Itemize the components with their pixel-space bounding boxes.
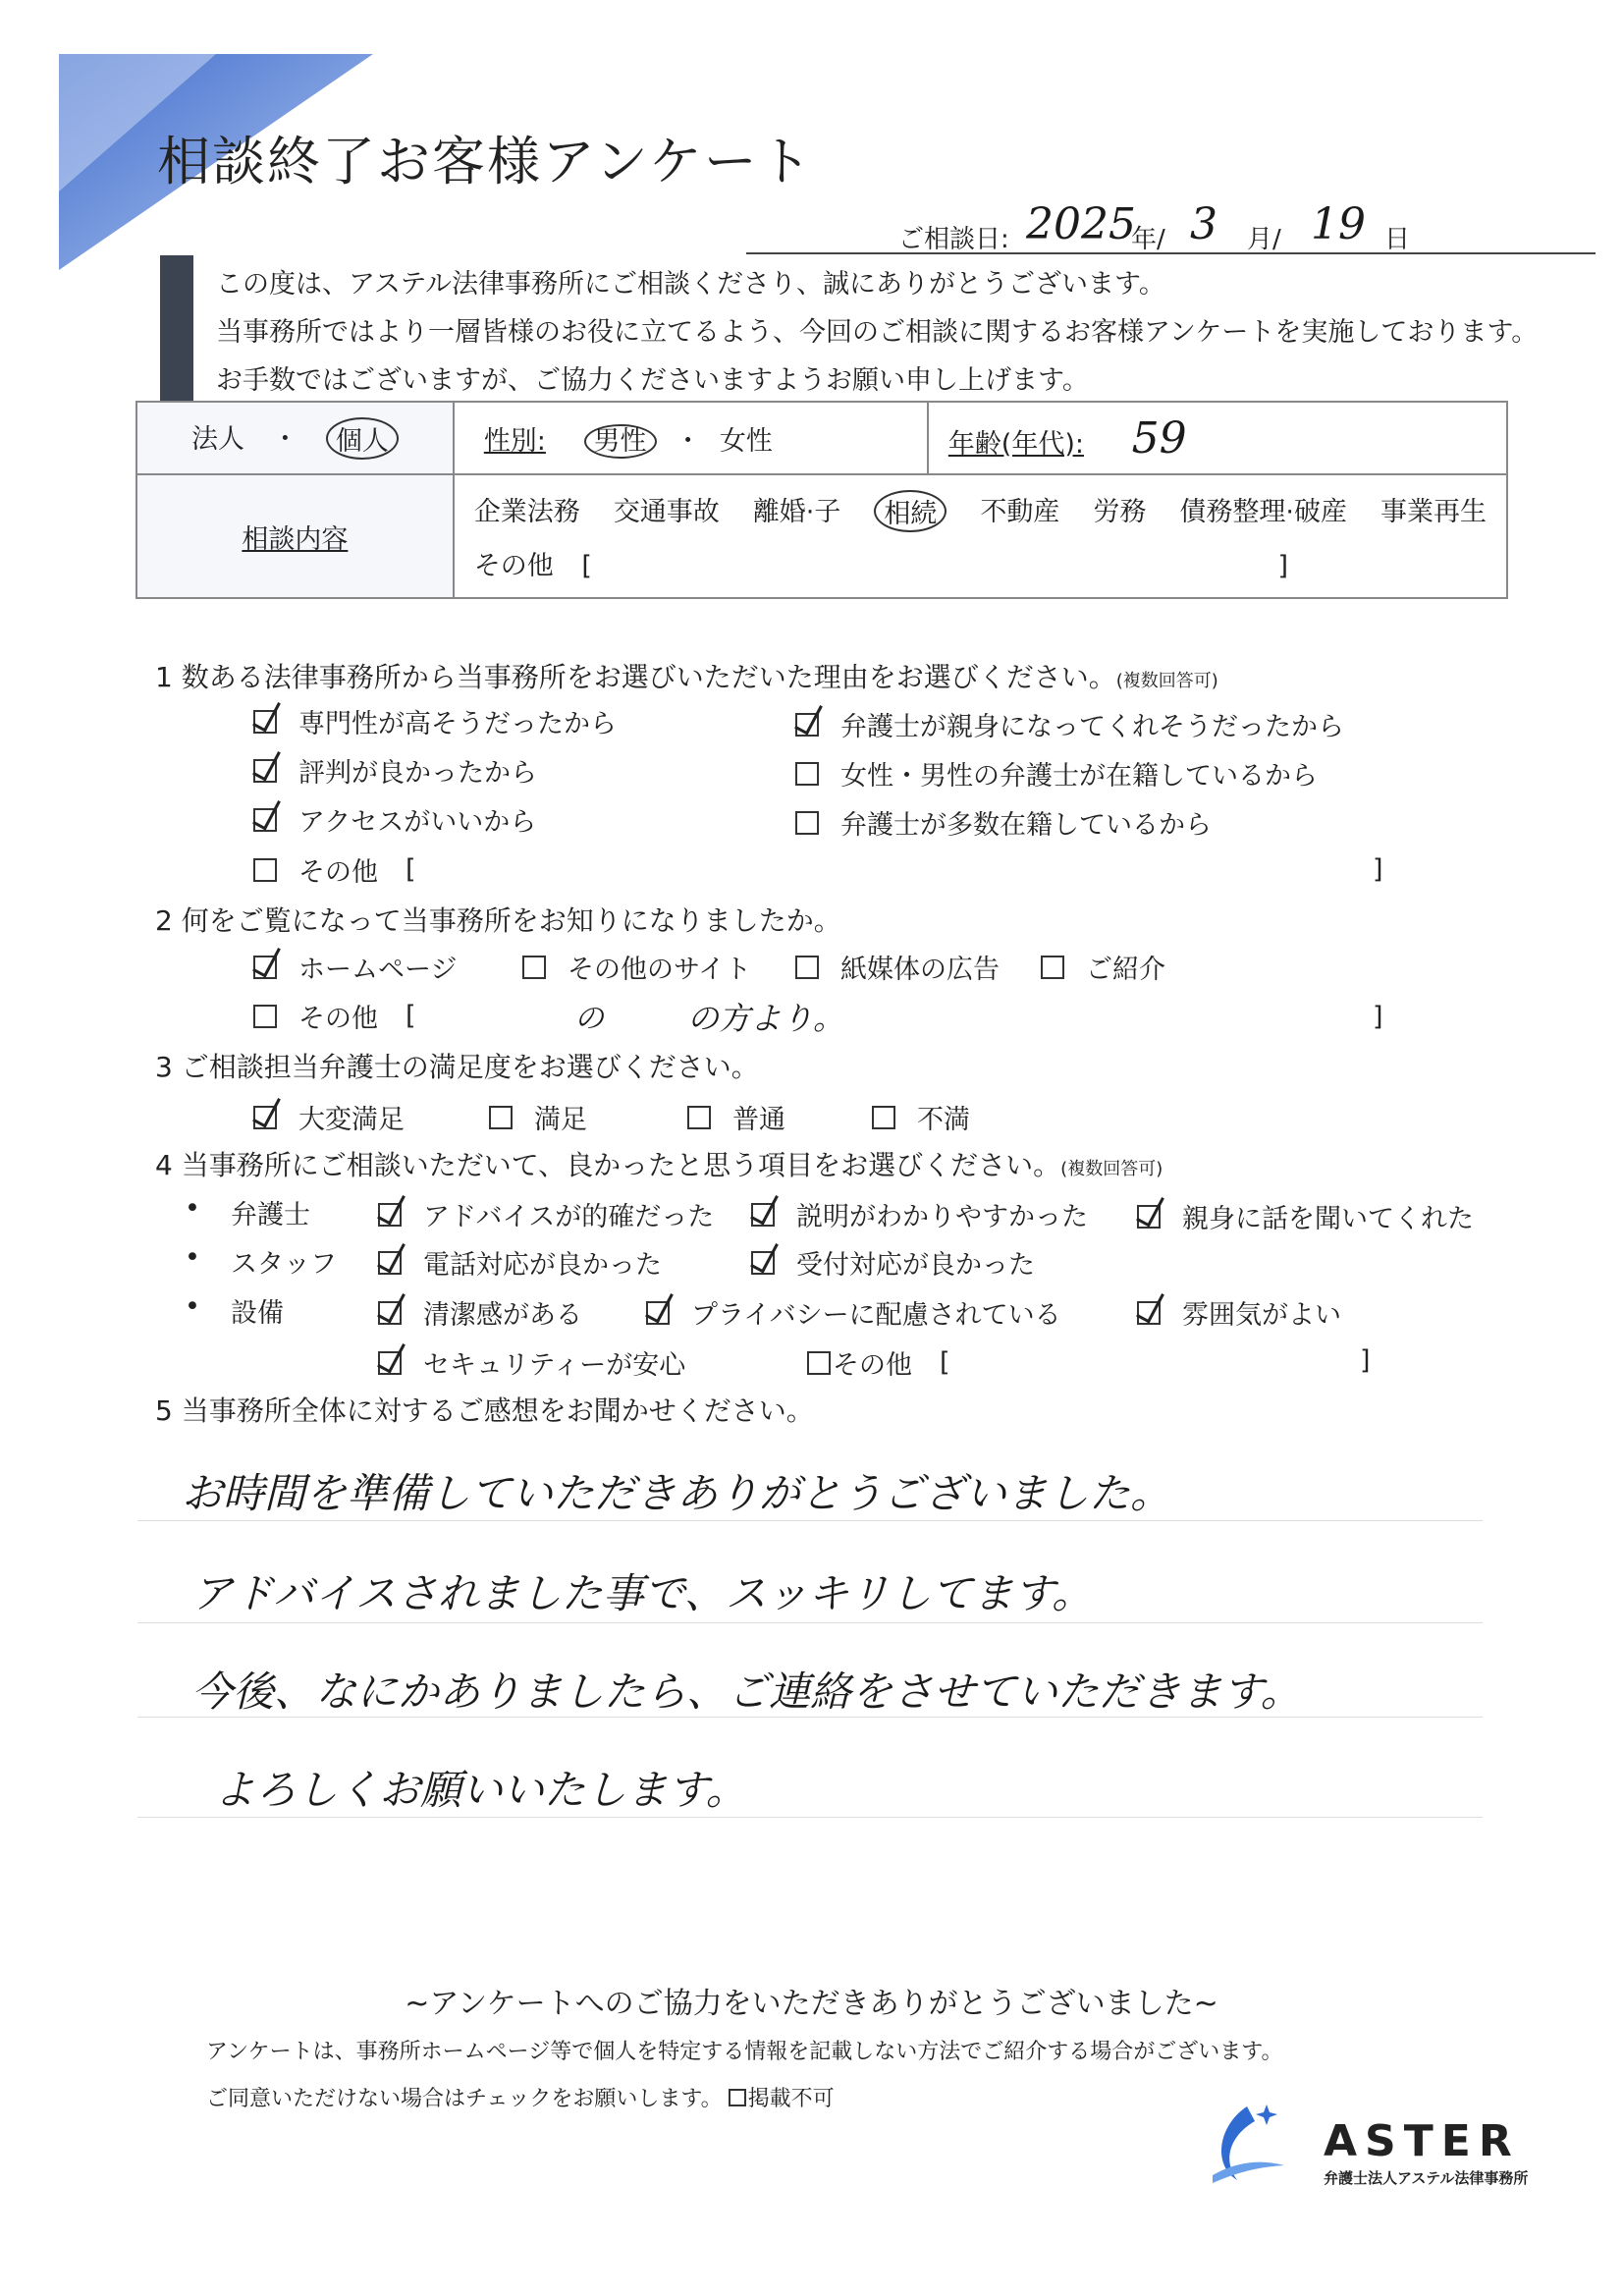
info-table [135,401,1508,599]
q1-title-text: 1 数ある法律事務所から当事務所をお選びいただいた理由をお選びください。 [155,661,1116,693]
age-value: 59 [1131,412,1187,464]
gender-label: 性別: [483,425,546,457]
topic-inheritance: 相続 [874,490,947,532]
bracket-close: ] [1277,551,1289,581]
q3-title: 3 ご相談担当弁護士の満足度をお選びください。 [155,1051,759,1083]
bracket-open: [ [940,1347,950,1378]
option-label: 親身に話を聞いてくれた [1182,1204,1474,1234]
option-label: 清潔感がある [423,1300,582,1331]
gender-separator: ・ [675,425,702,457]
checkbox-icon[interactable] [795,956,819,979]
checkbox-checked-icon[interactable] [378,1351,402,1375]
footer-notice: アンケートは、事務所ホームページ等で個人を特定する情報を記載しない方法でご紹介する場合がございます。 [206,2040,1283,2064]
checkbox-checked-icon[interactable] [253,1106,277,1129]
checkbox-icon[interactable] [522,956,546,979]
bullet: • [185,1242,200,1273]
q2-other-text-2: の方より。 [687,1000,845,1037]
q5-answer-line-1: お時間を準備していただきありがとうございました。 [182,1469,1172,1517]
consultation-date [746,201,1596,254]
option-label: その他 [298,857,378,888]
q1-option-gender-lawyer[interactable] [795,754,1318,793]
aster-logo-icon [1208,2097,1286,2185]
consent-text: ご同意いただけない場合はチェックをお願いします。 [206,2087,723,2111]
q1-title [155,656,1218,695]
day-unit: 日 [1384,225,1411,254]
age-label: 年齢(年代): [947,428,1084,460]
q2-option-print-ad[interactable] [795,948,1000,986]
option-label: 雰囲気がよい [1182,1300,1341,1331]
option-label: アクセスがいいから [298,807,537,838]
brand-name: ASTER [1324,2116,1520,2166]
checkbox-checked-icon[interactable] [751,1203,775,1227]
checkbox-icon[interactable] [795,811,819,835]
checkbox-icon[interactable] [253,858,277,882]
q4-category-lawyer: 弁護士 [231,1200,310,1230]
date-year: 2025 [1026,199,1136,249]
option-label: 女性・男性の弁護士が在籍しているから [840,761,1318,792]
checkbox-icon[interactable] [807,1351,831,1375]
bracket-open: [ [581,551,592,581]
checkbox-icon[interactable] [872,1106,895,1129]
option-label: 弁護士が親身になってくれそうだったから [840,712,1344,742]
option-label: 評判が良かったから [298,758,537,789]
q4-title-text: 4 当事務所にご相談いただいて、良かったと思う項目をお選びください。 [155,1149,1061,1181]
option-label: 弁護士が多数在籍しているから [840,810,1212,841]
month-unit: 月/ [1247,225,1281,254]
topic-traffic-accident: 交通事故 [613,497,720,527]
q3-option-neutral[interactable] [687,1098,785,1136]
bracket-close: ] [1360,1345,1371,1376]
checkbox-checked-icon[interactable] [378,1301,402,1325]
checkbox-checked-icon[interactable] [253,956,277,979]
q5-answer-line-4: よろしくお願いいたします。 [214,1766,747,1814]
q5-answer-line-3: 今後、なにかありましたら、ご連絡をさせていただきます。 [191,1667,1302,1716]
gender-female: 女性 [719,425,773,457]
q1-note: (複数回答可) [1115,671,1218,691]
no-publish-label: 掲載不可 [747,2087,835,2111]
checkbox-checked-icon[interactable] [795,713,819,737]
option-label: その他 [833,1350,912,1381]
option-label: セキュリティーが安心 [423,1350,686,1381]
option-label: 満足 [534,1105,587,1135]
intro-line: 当事務所ではより一層皆様のお役に立てるよう、今回のご相談に関するお客様アンケートを実施しております。 [216,317,1539,348]
q2-title: 2 何をご覧になって当事務所をお知りになりましたか。 [155,904,841,937]
footer-consent [206,2082,835,2112]
topic-corporate-law: 企業法務 [473,497,580,527]
intro-line: この度は、アステル法律事務所にご相談くださり、誠にありがとうございます。 [216,269,1165,300]
date-month: 3 [1190,199,1217,249]
topic-business-rehab: 事業再生 [1380,497,1487,527]
q4-title [155,1144,1163,1183]
type-corporate: 法人 [190,423,244,455]
option-label: 大変満足 [298,1105,405,1135]
option-label: その他 [298,1004,378,1034]
checkbox-icon[interactable] [687,1106,711,1129]
topic-labor: 労務 [1093,497,1147,527]
q3-option-dissatisfied[interactable] [872,1098,970,1136]
option-label: 説明がわかりやすかった [796,1202,1088,1232]
option-label: 普通 [732,1105,785,1135]
option-label: プライバシーに配慮されている [691,1300,1061,1331]
q1-option-many-lawyers[interactable] [795,803,1212,842]
checkbox-checked-icon[interactable] [253,808,277,832]
checkbox-icon[interactable] [489,1106,513,1129]
q4-option-clear-explanation[interactable] [751,1195,1088,1233]
q4-category-staff: スタッフ [231,1249,337,1280]
gender-male: 男性 [584,424,657,459]
bullet: • [185,1291,200,1322]
q4-option-reception[interactable] [751,1243,1035,1282]
q1-option-other[interactable] [253,850,416,889]
q4-option-other[interactable] [807,1343,950,1382]
q4-option-atmosphere[interactable] [1137,1293,1341,1332]
q4-option-accurate-advice[interactable] [378,1195,714,1233]
checkbox-icon[interactable] [1041,956,1064,979]
q4-option-attentive-listening[interactable] [1137,1197,1474,1235]
type-separator: ・ [271,423,298,455]
q4-category-facility: 設備 [231,1298,284,1329]
checkbox-checked-icon[interactable] [378,1251,402,1275]
intro-sidebar-bar [160,255,193,401]
q4-option-privacy[interactable] [646,1293,1061,1332]
bracket-open: [ [406,1001,416,1031]
answer-line [137,1520,1483,1521]
checkbox-checked-icon[interactable] [1137,1205,1161,1229]
answer-line [137,1817,1483,1818]
topic-real-estate: 不動産 [980,497,1060,527]
date-label: ご相談日: [898,225,1009,254]
bracket-open: [ [406,854,416,885]
q1-option-access[interactable] [253,800,536,839]
checkbox-icon[interactable] [729,2089,746,2106]
q1-option-expertise[interactable] [253,702,617,740]
q2-option-other[interactable] [253,997,416,1035]
q4-option-security[interactable] [378,1343,685,1382]
q3-option-satisfied[interactable] [489,1098,587,1136]
topic-divorce: 離婚·子 [752,497,841,527]
q2-option-referral[interactable] [1041,948,1165,986]
checkbox-checked-icon[interactable] [253,710,277,734]
bracket-close: ] [1373,1002,1383,1032]
date-day: 19 [1311,199,1366,249]
intro-line: お手数ではございますが、ご協力くださいますようお願い申し上げます。 [216,365,1089,396]
option-label: 受付対応が良かった [796,1250,1035,1281]
type-individual: 個人 [326,417,399,460]
q3-option-very-satisfied[interactable] [253,1098,405,1136]
checkbox-checked-icon[interactable] [253,759,277,783]
q2-option-homepage[interactable] [253,948,457,986]
checkbox-checked-icon[interactable] [378,1203,402,1227]
q1-option-caring-lawyer[interactable] [795,705,1344,743]
q1-option-reputation[interactable] [253,751,537,790]
bracket-close: ] [1373,854,1383,885]
consult-label: 相談内容 [242,523,349,555]
year-unit: 年/ [1131,225,1165,254]
option-label: 紙媒体の広告 [840,955,1000,985]
bullet: • [185,1193,200,1224]
option-label: ご紹介 [1086,955,1165,985]
q2-option-other-site[interactable] [522,948,751,986]
option-label: 不満 [917,1105,970,1135]
q5-title: 5 当事務所全体に対するご感想をお聞かせください。 [155,1394,814,1427]
option-label: その他のサイト [568,955,752,985]
q2-other-text-1: の [574,1002,604,1036]
checkbox-icon[interactable] [253,1005,277,1028]
checkbox-checked-icon[interactable] [1137,1301,1161,1325]
checkbox-icon[interactable] [795,762,819,786]
page-title: 相談終了お客様アンケート [157,131,814,192]
option-label: アドバイスが的確だった [423,1202,715,1232]
q4-note: (複数回答可) [1060,1159,1163,1179]
topic-debt: 債務整理·破産 [1179,497,1347,527]
checkbox-checked-icon[interactable] [646,1301,670,1325]
footer-thanks: ~アンケートへのご協力をいただきありがとうございました~ [405,1987,1218,2021]
option-label: 電話対応が良かった [423,1250,662,1281]
option-label: 専門性が高そうだったから [298,709,617,739]
topic-other-label: その他 [473,551,554,581]
q4-option-clean[interactable] [378,1293,582,1332]
intro-text [216,260,1538,405]
option-label: ホームページ [298,955,458,985]
q4-option-phone-service[interactable] [378,1243,662,1282]
q5-answer-line-2: アドバイスされました事で、スッキリしてます。 [191,1569,1094,1617]
brand-subtitle: 弁護士法人アステル法律事務所 [1324,2169,1529,2187]
checkbox-checked-icon[interactable] [751,1251,775,1275]
answer-line [137,1622,1483,1623]
